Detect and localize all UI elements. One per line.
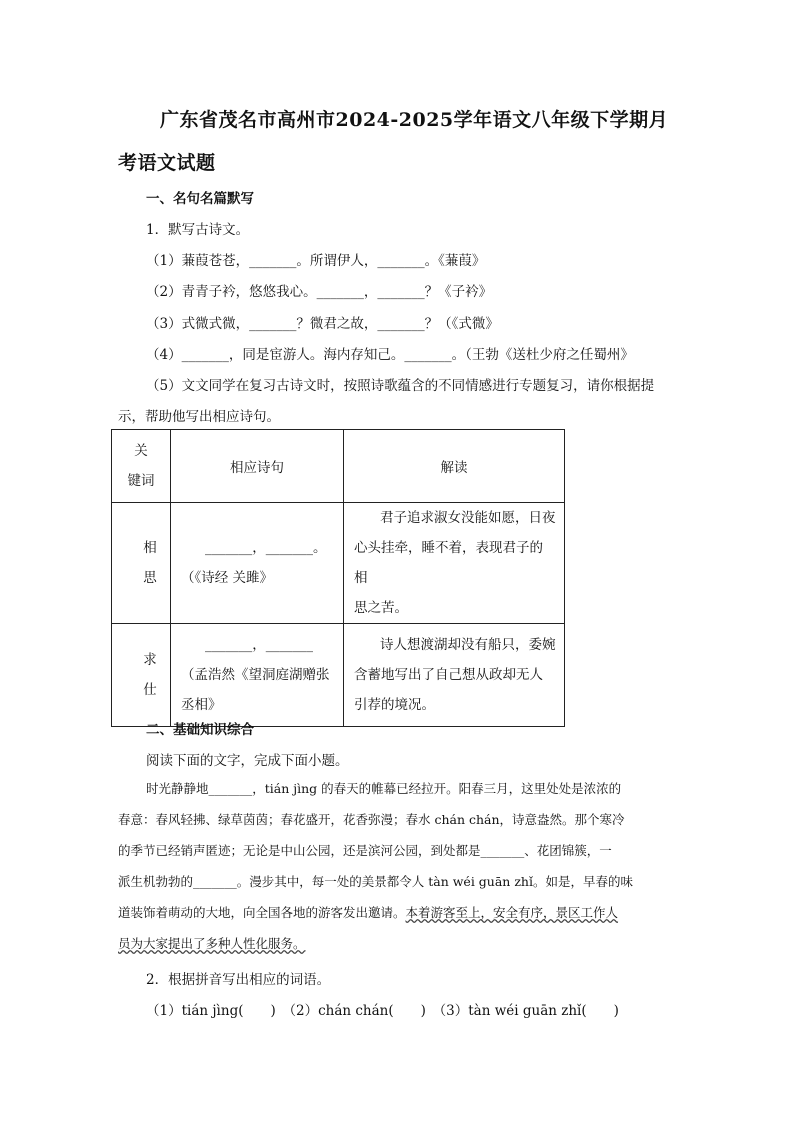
passage-line: 派生机勃勃的_______。漫步其中，每一处的美景都令人 tàn wéi guān zhǐ。如是，早春的味: [118, 874, 633, 889]
q1-item-4: （4）_______，同是宦游人。海内存知己。_______。（王勃《送杜少府之任蜀州》: [146, 347, 634, 363]
page-title-line2: 考语文试题: [118, 152, 216, 174]
q1-item-5-cont: 示，帮助他写出相应诗句。: [118, 409, 280, 425]
page-title-line1: 广东省茂名市高州市2024-2025学年语文八年级下学期月: [160, 109, 669, 131]
section1-heading: 一、名句名篇默写: [146, 191, 254, 207]
analysis-cell: 君子追求淑女没能如愿，日夜 心头挂牵，睡不着，表现君子的相 思之苦。: [344, 503, 565, 624]
section2-heading: 二、基础知识综合: [146, 722, 254, 738]
poem-table: [111, 429, 565, 727]
table-header-row: [112, 430, 565, 503]
underlined-sentence: 本着游客至上，安全有序，景区工作人: [405, 905, 619, 920]
q1-item-2: （2）青青子衿，悠悠我心。_______，_______？《子衿》: [146, 284, 493, 300]
table-row: [112, 624, 565, 727]
verse-cell: _______，_______ （孟浩然《望洞庭湖赠张 丞相》: [171, 624, 344, 727]
keyword-cell: 求 仕: [112, 624, 171, 727]
section2-intro: 阅读下面的文字，完成下面小题。: [146, 753, 349, 769]
q1-item-1: （1）蒹葭苍苍，_______。所谓伊人，_______。《蒹葭》: [146, 253, 486, 269]
q1-item-3: （3）式微式微，_______？微君之故，_______？（《式微》: [146, 316, 499, 332]
table-row: [112, 503, 565, 624]
passage-line: 时光静静地_______，tián jìng 的春天的帷幕已经拉开。阳春三月，这里处处是浓浓的: [146, 781, 622, 796]
passage-line: 道装饰着萌动的大地，向全国各地的游客发出邀请。本着游客至上，安全有序，景区工作人: [118, 905, 619, 920]
question-2: 2．根据拼音写出相应的词语。: [146, 972, 331, 988]
underlined-sentence-cont: 员为大家提出了多种人性化服务。: [118, 936, 306, 951]
header-keyword: 关 键词: [112, 430, 171, 503]
q2-items: （1）tián jìng( ) （2）chán chán( ) （3）tàn wéi guān zhǐ( ): [146, 1003, 619, 1019]
question-1: 1．默写古诗文。: [146, 222, 250, 238]
verse-cell: _______，_______。 （《诗经 关雎》: [171, 503, 344, 624]
passage-line: 春意：春风轻拂、绿草茵茵；春花盛开，花香弥漫；春水 chán chán，诗意盎然。那个寒冷: [118, 812, 625, 827]
reading-passage: [118, 773, 678, 959]
keyword-cell: 相 思: [112, 503, 171, 624]
passage-line: 的季节已经销声匿迹；无论是中山公园，还是滨河公园，到处都是_______、花团锦簇，一: [118, 843, 612, 858]
header-analysis: 解读: [344, 430, 565, 503]
analysis-cell: 诗人想渡湖却没有船只，委婉 含蓄地写出了自己想从政却无人 引荐的境况。: [344, 624, 565, 727]
header-verse: 相应诗句: [171, 430, 344, 503]
q1-item-5: （5）文文同学在复习古诗文时，按照诗歌蕴含的不同情感进行专题复习，请你根据提: [146, 378, 655, 394]
